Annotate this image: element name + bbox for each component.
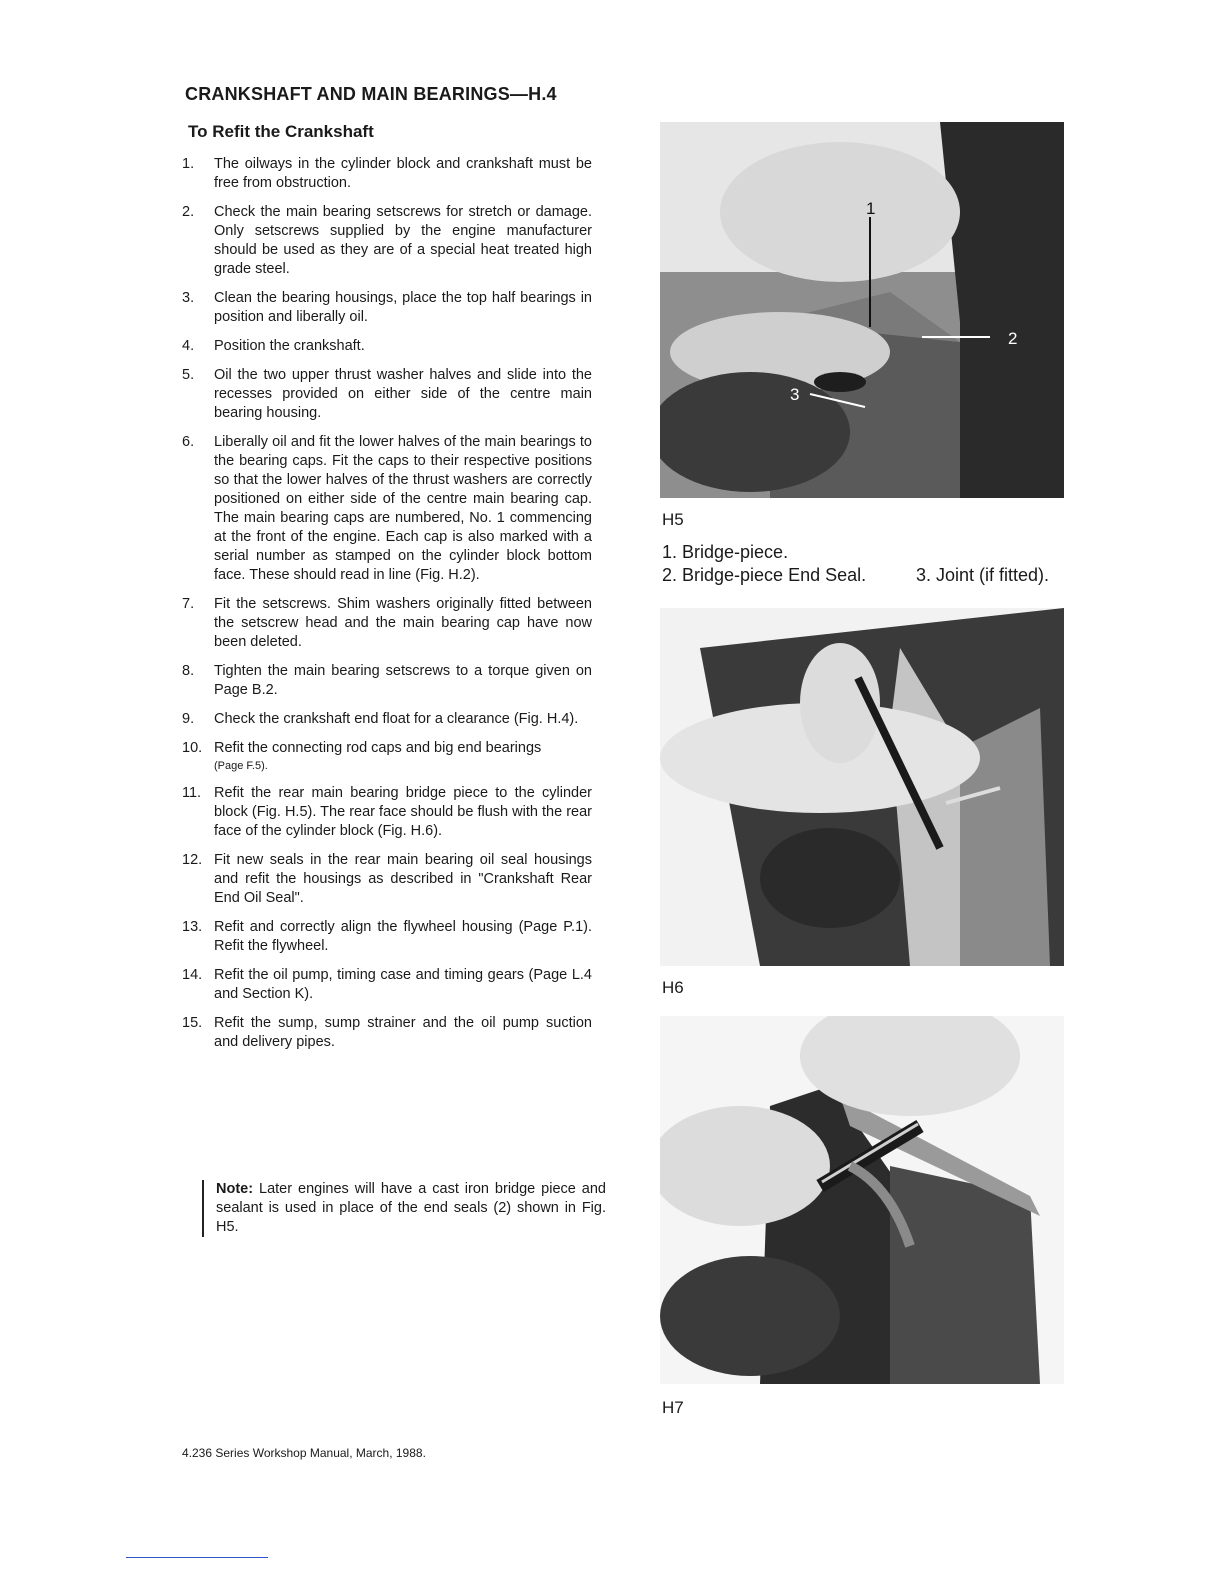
figure-h7-label: H7 [662, 1398, 684, 1417]
figure-h5-caption-3: 3. Joint (if fitted). [916, 565, 1050, 585]
step-text: Check the crankshaft end float for a clearance (Fig. H.4). [214, 711, 579, 727]
step-text: Refit and correctly align the flywheel housing (Page P.1). Refit the flywheel. [214, 919, 592, 954]
step-number: 10. [182, 740, 203, 756]
note-text: Later engines will have a cast iron bridge piece and sealant is used in place of the end seals (2) shown in Fig. H5. [216, 1181, 606, 1235]
h5-callout-3: 3 [790, 385, 800, 404]
step-number: 9. [182, 711, 195, 727]
step-text: Oil the two upper thrust washer halves and slide into the recesses provided on either side of the centre main bearing housing. [214, 367, 592, 421]
step-item [182, 203, 592, 279]
step-text: Refit the sump, sump strainer and the oil pump suction and delivery pipes. [214, 1015, 592, 1050]
figure-h6-photo [660, 608, 1064, 966]
note-box [202, 1180, 606, 1237]
step-item [182, 155, 592, 193]
step-number: 1. [182, 156, 195, 172]
step-item [182, 366, 592, 423]
step-number: 14. [182, 967, 203, 983]
figure-h5-illustration [660, 122, 1064, 498]
step-number: 3. [182, 290, 195, 306]
h5-callout-2: 2 [1008, 329, 1018, 348]
step-text: Fit new seals in the rear main bearing oil seal housings and refit the housings as described in "Crankshaft Rear End Oil Seal". [214, 852, 592, 906]
h5-callout-1: 1 [866, 199, 876, 218]
step-number: 7. [182, 596, 195, 612]
step-number: 6. [182, 434, 195, 450]
step-text: Refit the rear main bearing bridge piece to the cylinder block (Fig. H.5). The rear face should be flush with the rear face of the cylinder block (Fig. H.6). [214, 785, 592, 839]
step-text: Clean the bearing housings, place the top half bearings in position and liberally oil. [214, 290, 592, 325]
step-number: 13. [182, 919, 203, 935]
step-item [182, 433, 592, 585]
step-subtext: (Page F.5). [214, 760, 268, 772]
step-number: 4. [182, 338, 195, 354]
step-item [182, 1014, 592, 1052]
step-number: 15. [182, 1015, 203, 1031]
step-text-wrap [214, 739, 592, 774]
figure-h7-illustration [660, 1016, 1064, 1384]
step-text: The oilways in the cylinder block and crankshaft must be free from obstruction. [214, 156, 592, 191]
figure-h5-caption-1: 1. Bridge-piece. [662, 542, 789, 562]
steps-list [182, 155, 592, 1062]
step-text: Refit the oil pump, timing case and timing gears (Page L.4 and Section K). [214, 967, 592, 1002]
figure-h7-photo [660, 1016, 1064, 1384]
step-number: 8. [182, 663, 195, 679]
figure-h6-label: H6 [662, 978, 684, 997]
step-number: 12. [182, 852, 203, 868]
step-item [182, 337, 592, 356]
step-number: 11. [182, 785, 202, 801]
section-title: To Refit the Crankshaft [188, 122, 374, 141]
figure-h5-label: H5 [662, 510, 684, 529]
step-text: Check the main bearing setscrews for stretch or damage. Only setscrews supplied by the engine manufacturer should be used as they are of a special heat treated high grade steel. [214, 204, 592, 277]
step-text: Position the crankshaft. [214, 338, 365, 354]
figure-h5-photo [660, 122, 1064, 498]
step-item [182, 739, 592, 774]
note-label: Note: [216, 1181, 254, 1197]
step-text: Fit the setscrews. Shim washers originally fitted between the setscrew head and the main bearing cap have now been deleted. [214, 596, 592, 650]
step-item [182, 784, 592, 841]
step-text: Tighten the main bearing setscrews to a torque given on Page B.2. [214, 663, 592, 698]
step-text: Liberally oil and fit the lower halves of the main bearings to the bearing caps. Fit the caps to their respective positions so that the lower halves of the thrust washers are correctly positioned on either side of the centre main bearing cap. The main bearing caps are numbered, No. 1 commencing at the front of the engine. Each cap is also marked with a serial number as stamped on the cylinder block bottom face. These should read in line (Fig. H.2). [214, 434, 592, 583]
footer-rule [126, 1557, 268, 1558]
step-item [182, 851, 592, 908]
step-item [182, 595, 592, 652]
step-item [182, 966, 592, 1004]
step-text: Refit the connecting rod caps and big end bearings [214, 740, 542, 756]
page-footer: 4.236 Series Workshop Manual, March, 1988. [182, 1446, 426, 1460]
step-item [182, 662, 592, 700]
step-item [182, 289, 592, 327]
page-header: CRANKSHAFT AND MAIN BEARINGS—H.4 [185, 84, 557, 104]
figure-h6-illustration [660, 608, 1064, 966]
step-number: 5. [182, 367, 195, 383]
step-item [182, 710, 592, 729]
step-item [182, 918, 592, 956]
figure-h5-caption-2: 2. Bridge-piece End Seal. [662, 565, 867, 585]
step-number: 2. [182, 204, 195, 220]
